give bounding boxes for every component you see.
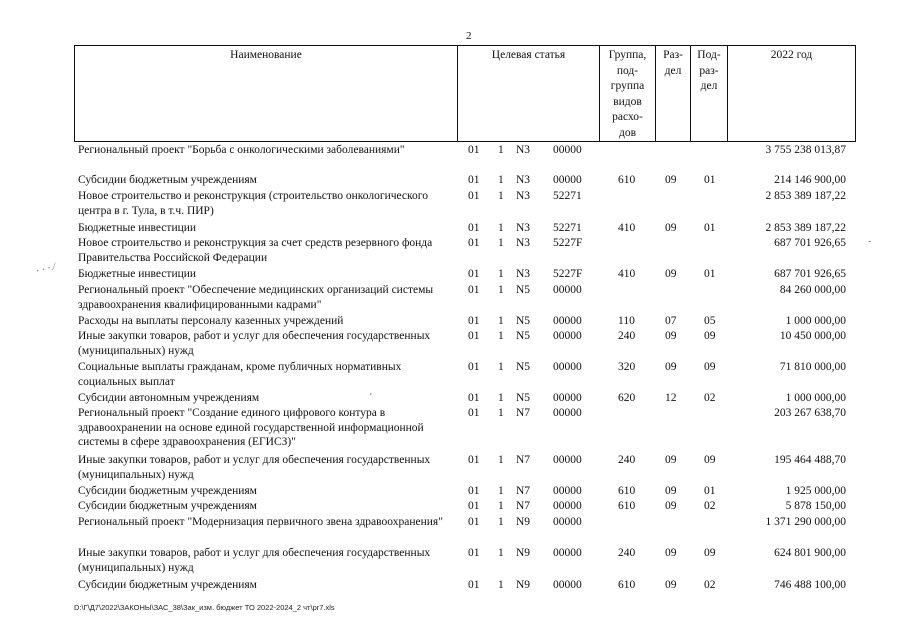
row-subsection: 05 [704, 315, 716, 327]
row-code-b: 1 [498, 500, 504, 512]
row-code-b: 1 [498, 330, 504, 342]
row-amount: 1 371 290 000,00 [765, 516, 846, 528]
row-code-b: 1 [498, 284, 504, 296]
row-code-c: N3 [516, 190, 531, 202]
row-code-c: N3 [516, 237, 531, 249]
header-year: 2022 год [770, 49, 813, 61]
row-section: 09 [665, 330, 677, 342]
row-code-c: N3 [516, 174, 531, 186]
row-section: 07 [665, 315, 677, 327]
table-header [74, 45, 856, 142]
row-subsection: 09 [704, 361, 716, 373]
row-code-d: 5227F [553, 268, 583, 280]
row-name: Новое строительство и реконструкция за счет средств резервного фонда Правительства Российской Федерации [78, 237, 433, 264]
row-name: Социальные выплаты гражданам, кроме публичных нормативных социальных выплат [78, 361, 402, 388]
row-code-b: 1 [498, 407, 504, 419]
row-code-d: 00000 [553, 284, 582, 296]
row-name: Региональный проект "Создание единого цифрового контура в здравоохранении на основе единой государственной информационной системы в сфере здравоохранения (ЕГИСЗ)" [78, 407, 424, 448]
row-section: 09 [665, 547, 677, 559]
row-code-a: 01 [468, 144, 480, 156]
row-section: 09 [665, 222, 677, 234]
row-name: Иные закупки товаров, работ и услуг для обеспечения государственных (муниципальных) нужд [78, 454, 431, 481]
row-code-a: 01 [468, 516, 480, 528]
row-code-a: 01 [468, 284, 480, 296]
row-code-a: 01 [468, 315, 480, 327]
row-group: 240 [618, 547, 636, 559]
row-code-c: N3 [516, 222, 531, 234]
row-code-d: 00000 [553, 500, 582, 512]
scan-artifact-tick: ' [370, 392, 372, 403]
row-name: Субсидии бюджетным учреждениям [78, 174, 257, 186]
scan-artifact-left: · · · ⁄ [34, 261, 57, 278]
row-code-a: 01 [468, 407, 480, 419]
row-code-c: N5 [516, 361, 531, 373]
row-name: Субсидии бюджетным учреждениям [78, 485, 257, 497]
row-code-d: 00000 [553, 330, 582, 342]
row-subsection: 09 [704, 454, 716, 466]
row-section: 09 [665, 579, 677, 591]
row-amount: 1 000 000,00 [785, 392, 846, 404]
row-name: Расходы на выплаты персоналу казенных учреждений [78, 315, 344, 327]
row-code-d: 00000 [553, 392, 582, 404]
row-amount: 687 701 926,65 [774, 268, 846, 280]
row-code-a: 01 [468, 485, 480, 497]
row-amount: 84 260 000,00 [779, 284, 846, 296]
row-section: 09 [665, 174, 677, 186]
row-code-c: N5 [516, 392, 531, 404]
row-name: Региональный проект "Обеспечение медицинских организаций системы здравоохранения квалифицированными кадрами" [78, 284, 434, 311]
row-code-b: 1 [498, 190, 504, 202]
row-amount: 71 810 000,00 [779, 361, 846, 373]
row-amount: 203 267 638,70 [774, 407, 846, 419]
row-code-d: 00000 [553, 579, 582, 591]
row-code-b: 1 [498, 579, 504, 591]
row-name: Бюджетные инвестиции [78, 268, 197, 280]
row-group: 410 [618, 268, 636, 280]
row-name: Новое строительство и реконструкция (строительство онкологического центра в г. Тула, в т.ч. ПИР) [78, 190, 428, 217]
row-code-d: 00000 [553, 315, 582, 327]
row-group: 240 [618, 330, 636, 342]
row-amount: 214 146 900,00 [774, 174, 846, 186]
row-amount: 5 878 150,00 [785, 500, 846, 512]
row-section: 09 [665, 268, 677, 280]
row-section: 09 [665, 361, 677, 373]
row-code-c: N9 [516, 516, 531, 528]
row-code-d: 00000 [553, 485, 582, 497]
row-section: 12 [665, 392, 677, 404]
page-number: 2 [466, 30, 472, 42]
row-amount: 746 488 100,00 [774, 579, 846, 591]
row-code-c: N5 [516, 284, 531, 296]
row-code-d: 00000 [553, 407, 582, 419]
row-code-b: 1 [498, 454, 504, 466]
row-subsection: 01 [704, 222, 716, 234]
row-group: 610 [618, 579, 636, 591]
row-code-a: 01 [468, 547, 480, 559]
row-section: 09 [665, 485, 677, 497]
row-name: Субсидии бюджетным учреждениям [78, 579, 257, 591]
row-subsection: 09 [704, 547, 716, 559]
row-group: 610 [618, 500, 636, 512]
row-amount: 3 755 238 013,87 [765, 144, 846, 156]
row-code-d: 52271 [553, 190, 582, 202]
row-code-b: 1 [498, 268, 504, 280]
row-code-a: 01 [468, 330, 480, 342]
row-name: Субсидии бюджетным учреждениям [78, 500, 257, 512]
row-amount: 10 450 000,00 [779, 330, 846, 342]
row-code-b: 1 [498, 315, 504, 327]
row-group: 240 [618, 454, 636, 466]
row-group: 320 [618, 361, 636, 373]
row-name: Иные закупки товаров, работ и услуг для обеспечения государственных (муниципальных) нужд [78, 547, 431, 574]
header-name: Наименование [75, 46, 458, 141]
row-code-a: 01 [468, 222, 480, 234]
row-code-b: 1 [498, 392, 504, 404]
row-subsection: 09 [704, 330, 716, 342]
row-subsection: 01 [704, 174, 716, 186]
row-code-d: 52271 [553, 222, 582, 234]
row-code-b: 1 [498, 361, 504, 373]
row-subsection: 01 [704, 485, 716, 497]
header-section: Раз- дел [656, 46, 691, 141]
row-code-c: N7 [516, 454, 531, 466]
row-subsection: 02 [704, 392, 716, 404]
row-code-d: 00000 [553, 516, 582, 528]
row-code-c: N9 [516, 547, 531, 559]
row-code-a: 01 [468, 237, 480, 249]
row-code-c: N5 [516, 330, 531, 342]
row-code-c: N9 [516, 579, 531, 591]
row-code-b: 1 [498, 485, 504, 497]
row-code-b: 1 [498, 174, 504, 186]
row-code-d: 00000 [553, 144, 582, 156]
row-amount: 687 701 926,65 [774, 237, 846, 249]
row-amount: 1 000 000,00 [785, 315, 846, 327]
row-code-c: N3 [516, 268, 531, 280]
row-group: 110 [618, 315, 635, 327]
row-group: 620 [618, 392, 636, 404]
row-code-a: 01 [468, 190, 480, 202]
header-group: Группа, под- группа видов расхо- дов [600, 46, 656, 141]
row-name: Бюджетные инвестиции [78, 222, 197, 234]
file-path-footer: D:\Г\Д7\2022\ЗАКОНЫ\ЗАС_38\Зак_изм. бюджет ТО 2022-2024_2 чт\pr7.xls [74, 603, 335, 612]
row-amount: 195 464 488,70 [774, 454, 846, 466]
row-code-a: 01 [468, 361, 480, 373]
row-amount: 624 801 900,00 [774, 547, 846, 559]
header-target: Целевая статья [458, 46, 600, 141]
row-name: Региональный проект "Модернизация первичного звена здравоохранения" [78, 516, 443, 528]
row-code-d: 5227F [553, 237, 583, 249]
row-code-b: 1 [498, 547, 504, 559]
row-code-c: N7 [516, 407, 531, 419]
row-subsection: 01 [704, 268, 716, 280]
row-section: 09 [665, 500, 677, 512]
row-subsection: 02 [704, 500, 716, 512]
row-code-c: N3 [516, 144, 531, 156]
row-code-a: 01 [468, 579, 480, 591]
row-code-a: 01 [468, 174, 480, 186]
row-code-a: 01 [468, 268, 480, 280]
row-section: 09 [665, 454, 677, 466]
row-name: Иные закупки товаров, работ и услуг для обеспечения государственных (муниципальных) нужд [78, 330, 431, 357]
row-amount: 1 925 000,00 [785, 485, 846, 497]
row-code-a: 01 [468, 454, 480, 466]
row-group: 610 [618, 174, 636, 186]
row-code-c: N7 [516, 500, 531, 512]
row-subsection: 02 [704, 579, 716, 591]
row-amount: 2 853 389 187,22 [765, 222, 846, 234]
row-code-a: 01 [468, 500, 480, 512]
row-code-b: 1 [498, 516, 504, 528]
row-group: 410 [618, 222, 636, 234]
row-code-d: 00000 [553, 174, 582, 186]
header-subsection: Под- раз- дел [691, 46, 728, 141]
row-name: Региональный проект "Борьба с онкологическими заболеваниями" [78, 144, 405, 156]
row-group: 610 [618, 485, 636, 497]
scan-artifact-right: - [868, 236, 872, 247]
row-code-b: 1 [498, 144, 504, 156]
row-code-a: 01 [468, 392, 480, 404]
row-code-c: N7 [516, 485, 531, 497]
row-code-d: 00000 [553, 361, 582, 373]
row-amount: 2 853 389 187,22 [765, 190, 846, 202]
row-code-b: 1 [498, 237, 504, 249]
row-code-c: N5 [516, 315, 531, 327]
row-code-d: 00000 [553, 454, 582, 466]
row-code-d: 00000 [553, 547, 582, 559]
row-name: Субсидии автономным учреждениям [78, 392, 260, 404]
row-code-b: 1 [498, 222, 504, 234]
